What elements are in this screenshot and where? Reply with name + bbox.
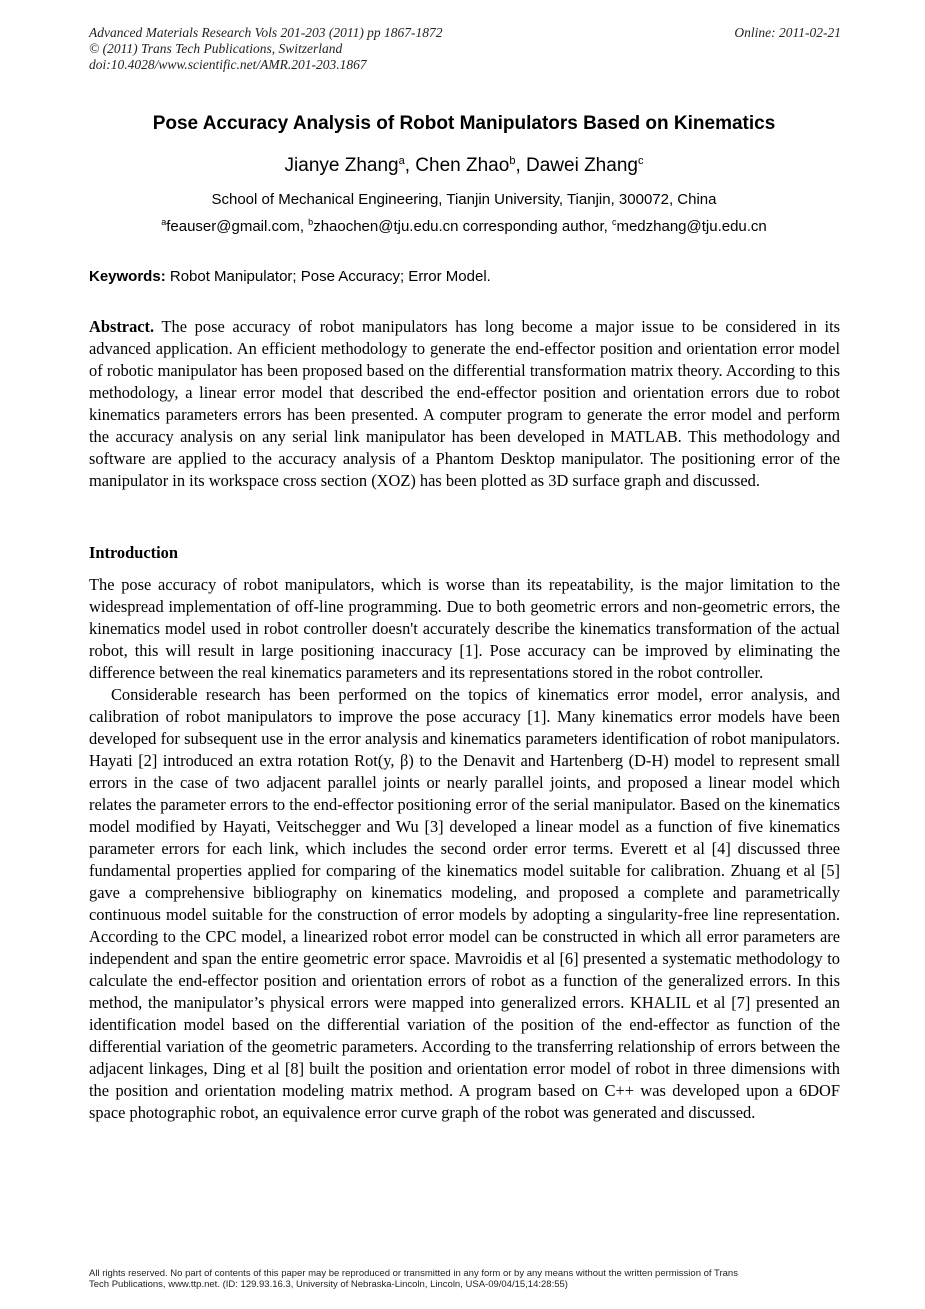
author-mark: c — [637, 155, 644, 167]
keywords-text: Robot Manipulator; Pose Accuracy; Error Model. — [165, 268, 491, 285]
email-address[interactable]: feauser@gmail.com, — [166, 218, 309, 235]
doi-link[interactable]: doi:10.4028/www.scientific.net/AMR.201-203.1867 — [89, 57, 367, 72]
footer-line: All rights reserved. No part of contents of this paper may be reproduced or transmitted in any form or by any means without the written permission of Trans — [89, 1268, 738, 1279]
email-address[interactable]: medzhang@tju.edu.cn — [616, 218, 767, 235]
author-name: Jianye Zhang — [284, 155, 399, 176]
author-mark: b — [509, 155, 516, 167]
author-name: Dawei Zhang — [526, 155, 638, 176]
journal-citation: Advanced Materials Research Vols 201-203 (2011) pp 1867-1872 — [89, 25, 443, 40]
rights-footer — [89, 1268, 841, 1290]
paragraph: The pose accuracy of robot manipulators, which is worse than its repeatability, is the major limitation to the widespread implementation of off-line programming. Due to both geometric errors and non-geometric errors, the kinematics model used in robot controller doesn't accurately describe the kinematics transformation of the actual robot, this will result in large positioning inaccuracy [1]. Pose accuracy can be improved by eliminating the difference between the real kinematics parameters and its representations stored in the robot controller. — [89, 575, 840, 682]
footer-line: Tech Publications, www.ttp.net. (ID: 129.93.16.3, University of Nebraska-Lincoln, Lincoln, USA-09/04/15,14:28:55) — [89, 1279, 568, 1290]
affiliation: School of Mechanical Engineering, Tianjin University, Tianjin, 300072, China — [211, 191, 717, 208]
email-mark: b — [308, 217, 314, 227]
author-list — [89, 155, 839, 177]
author-emails — [89, 218, 839, 235]
email-address[interactable]: zhaochen@tju.edu.cn corresponding author, — [313, 218, 612, 235]
keywords-label: Keywords: — [89, 268, 166, 285]
abstract — [89, 316, 840, 492]
author-name: Chen Zhao — [415, 155, 510, 176]
journal-header — [89, 25, 841, 73]
paragraph: Considerable research has been performed on the topics of kinematics error model, error analysis, and calibration of robot manipulators to improve the pose accuracy [1]. Many kinematics error models have been developed for subsequent use in the error analysis and kinematics parameters identification of robot manipulators. Hayati [2] introduced an extra rotation Rot(y, β) to the Denavit and Hartenberg (D-H) model to represent small errors in the case of two adjacent parallel joints or nearly parallel joints, and proposed a linear model which relates the parameter errors to the end-effector positioning error of the serial manipulator. Based on the kinematics model modified by Hayati, Veitschegger and Wu [3] developed a linear model as a function of five kinematics parameter errors for each link, which includes the second order error terms. Everett et al [4] discussed three fundamental properties applied for comparing of the kinematics model suitable for calibration. Zhuang et al [5] gave a comprehensive bibliography on kinematics modeling, and proposed a complete and parametrically continuous model suitable for the construction of error models by adopting a singularity-free line representation. According to the CPC model, a linearized robot error model can be constructed in which all error parameters are independent and span the entire geometric error space. Mavroidis et al [6] presented a systematic methodology to calculate the end-effector position and orientation errors of robot as a function of the generalized errors. In this method, the manipulator’s physical errors were mapped into generalized errors. KHALIL et al [7] presented an identification model based on the differential variation of the position of the end-effector as function of the differential variation of the geometric parameters. According to the transferring relationship of errors between the adjacent linkages, Ding et al [8] built the position and orientation error model of robot in three dimensions with the position and orientation modeling matrix method. A program based on C++ was developed upon a 6DOF space photographic robot, an equivalence error curve graph of the robot was generated and discussed. — [89, 685, 840, 1122]
author-mark: a — [398, 155, 405, 167]
paper-title: Pose Accuracy Analysis of Robot Manipulators Based on Kinematics — [152, 113, 776, 134]
email-mark: c — [611, 217, 617, 227]
introduction-body — [89, 574, 840, 1124]
author-separator: , — [404, 155, 416, 176]
copyright-line: © (2011) Trans Tech Publications, Switzerland — [89, 41, 343, 56]
author-separator: , — [515, 155, 526, 176]
abstract-text: The pose accuracy of robot manipulators has long become a major issue to be considered in its advanced application. An efficient methodology to generate the end-effector position and orientation error model of robotic manipulator has been proposed based on the differential transformation matrix theory. According to this methodology, a linear error model that described the end-effector position and orientation errors due to robot kinematics parameters errors has been presented. A computer program to generate the error model and perform the accuracy analysis on any serial link manipulator has been developed in MATLAB. This methodology and software are applied to the accuracy analysis of a Phantom Desktop manipulator. The positioning error of the manipulator in its workspace cross section (XOZ) has been plotted as 3D surface graph and discussed. — [89, 317, 840, 490]
section-heading-introduction: Introduction — [89, 543, 178, 562]
keywords-line — [89, 268, 839, 285]
abstract-label: Abstract. — [89, 317, 155, 336]
email-mark: a — [161, 217, 167, 227]
online-date: Online: 2011-02-21 — [734, 25, 841, 40]
